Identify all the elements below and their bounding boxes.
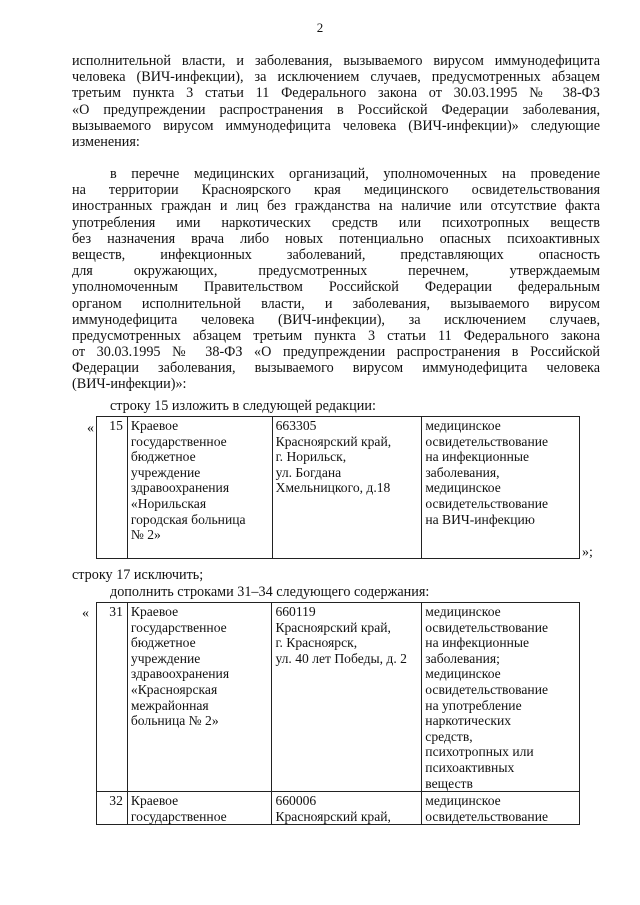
text-line: уполномоченным Правительством Российской Федерации федеральным bbox=[72, 279, 600, 296]
cell-line: медицинское bbox=[425, 418, 501, 433]
text-line: органом исполнительной власти, и заболевания, вызываемого вирусом bbox=[72, 295, 600, 312]
replacement-table-row-15 bbox=[96, 416, 580, 559]
cell-line: бюджетное bbox=[130, 635, 196, 651]
cell-line: наркотических bbox=[425, 713, 512, 729]
text-line: Федерации заболевания, вызываемого вирусом иммунодефицита человека bbox=[72, 360, 600, 377]
cell-line: № 2» bbox=[130, 527, 161, 543]
cell-line: здравоохранения bbox=[130, 666, 230, 682]
cell-line: средств, bbox=[425, 728, 473, 744]
instruction-replace-row-15: строку 15 изложить в следующей редакции: bbox=[110, 398, 376, 414]
service-cell bbox=[422, 603, 580, 792]
text-line: от 30.03.1995 № 38-ФЗ «О предупреждении распространения в Российской bbox=[72, 344, 600, 361]
cell-line: Красноярский край, bbox=[275, 808, 391, 824]
new-rows-table-31-34 bbox=[96, 602, 580, 825]
cell-line: больница № 2» bbox=[130, 713, 219, 729]
cell-line: Красноярский край, bbox=[275, 619, 391, 635]
row-number-cell: 31 bbox=[97, 603, 128, 792]
cell-line: на инфекционные bbox=[425, 449, 530, 465]
cell-line: веществ bbox=[425, 775, 473, 791]
service-cell bbox=[422, 417, 580, 559]
cell-line: освидетельствование bbox=[425, 808, 549, 824]
table-row bbox=[97, 417, 580, 559]
cell-line: Краевое bbox=[130, 793, 179, 809]
cell-line: ул. 40 лет Победы, д. 2 bbox=[275, 650, 407, 666]
table-row bbox=[97, 792, 580, 825]
cell-line: Краевое bbox=[130, 604, 179, 619]
cell-line: на употребление bbox=[425, 697, 522, 713]
text-line: для окружающих, предусмотренных перечнем, утверждаемым bbox=[72, 263, 600, 280]
instruction-add-rows-31-34: дополнить строками 31–34 следующего содержания: bbox=[110, 584, 430, 600]
cell-line: медицинское bbox=[425, 604, 501, 619]
organization-name-cell bbox=[127, 417, 272, 559]
cell-line: 660006 bbox=[275, 793, 317, 809]
opening-quote-table-2: « bbox=[82, 606, 89, 621]
page-number: 2 bbox=[316, 20, 324, 35]
cell-line: учреждение bbox=[130, 650, 201, 666]
cell-line: государственное bbox=[130, 433, 227, 449]
cell-line: «Красноярская bbox=[130, 681, 218, 697]
cell-line: освидетельствование bbox=[425, 495, 549, 511]
table-row bbox=[97, 603, 580, 792]
cell-line: «Норильская bbox=[130, 495, 207, 511]
cell-line: бюджетное bbox=[130, 449, 196, 465]
row-number-cell: 15 bbox=[97, 417, 128, 559]
address-cell bbox=[272, 792, 422, 825]
cell-line: Красноярский край, bbox=[275, 433, 392, 449]
closing-quote-table-1: »; bbox=[582, 545, 593, 560]
cell-line: заболевания, bbox=[425, 464, 500, 480]
service-cell bbox=[422, 792, 580, 825]
cell-line: государственное bbox=[130, 619, 227, 635]
cell-line: ул. Богдана bbox=[275, 464, 342, 480]
address-cell bbox=[272, 603, 422, 792]
cell-line: медицинское bbox=[425, 666, 501, 682]
organization-name-cell bbox=[127, 603, 272, 792]
organization-name-cell bbox=[127, 792, 272, 825]
cell-line: медицинское bbox=[425, 793, 501, 809]
text-line: (ВИЧ-инфекции)»: bbox=[72, 376, 187, 393]
cell-line: межрайонная bbox=[130, 697, 209, 713]
cell-line: психоактивных bbox=[425, 759, 515, 775]
text-line: иностранных граждан и лиц без гражданства на наличие или отсутствие факта bbox=[72, 198, 600, 215]
text-line: исполнительной власти, и заболевания, вызываемого вирусом иммунодефицита bbox=[72, 53, 600, 69]
text-line: иммунодефицита человека (ВИЧ-инфекции), за исключением случаев, bbox=[72, 311, 600, 328]
text-line: на территории Красноярского края медицинского освидетельствования bbox=[72, 182, 600, 199]
text-line: третьим пункта 3 статьи 11 Федерального закона от 30.03.1995 № 38-ФЗ bbox=[72, 85, 600, 102]
instruction-delete-row-17: строку 17 исключить; bbox=[72, 567, 204, 583]
cell-line: городская больница bbox=[130, 511, 246, 527]
cell-line: государственное bbox=[130, 808, 227, 824]
cell-line: Хмельницкого, д.18 bbox=[275, 480, 391, 496]
opening-quote-table-1: « bbox=[87, 421, 94, 436]
text-line: без назначения врача либо новых потенциально опасных психоактивных bbox=[72, 230, 600, 247]
cell-line: 660119 bbox=[275, 604, 316, 619]
text-line: изменения: bbox=[72, 133, 140, 150]
cell-line: заболевания; bbox=[425, 650, 500, 666]
cell-line: освидетельствование bbox=[425, 681, 549, 697]
intro-paragraph bbox=[72, 53, 600, 150]
cell-line: психотропных или bbox=[425, 744, 534, 760]
cell-line: на инфекционные bbox=[425, 635, 530, 651]
row-number-cell: 32 bbox=[97, 792, 128, 825]
cell-line: Краевое bbox=[130, 418, 179, 433]
amendment-paragraph bbox=[72, 166, 600, 393]
cell-line: здравоохранения bbox=[130, 480, 230, 496]
cell-line: освидетельствование bbox=[425, 433, 549, 449]
text-line: веществ, инфекционных заболеваний, представляющих опасность bbox=[72, 246, 600, 263]
cell-line: учреждение bbox=[130, 464, 201, 480]
cell-line: 663305 bbox=[275, 418, 317, 433]
cell-line: г. Красноярск, bbox=[275, 635, 358, 651]
text-line: «О предупреждении распространения в Российской Федерации заболевания, bbox=[72, 101, 600, 118]
text-line: вызываемого вирусом иммунодефицита человека (ВИЧ-инфекции)» следующие bbox=[72, 117, 600, 134]
cell-line: медицинское bbox=[425, 480, 501, 496]
address-cell bbox=[272, 417, 422, 559]
text-line: человека (ВИЧ-инфекции), за исключением случаев, предусмотренных абзацем bbox=[72, 69, 600, 86]
text-line: в перечне медицинских организаций, уполномоченных на проведение bbox=[110, 166, 600, 182]
cell-line: освидетельствование bbox=[425, 619, 549, 635]
text-line: предусмотренных абзацем третьим пункта 3 статьи 11 Федерального закона bbox=[72, 327, 600, 344]
cell-line: на ВИЧ-инфекцию bbox=[425, 511, 535, 527]
cell-line: г. Норильск, bbox=[275, 449, 347, 465]
text-line: употребления ими наркотических средств или психотропных веществ bbox=[72, 214, 600, 231]
